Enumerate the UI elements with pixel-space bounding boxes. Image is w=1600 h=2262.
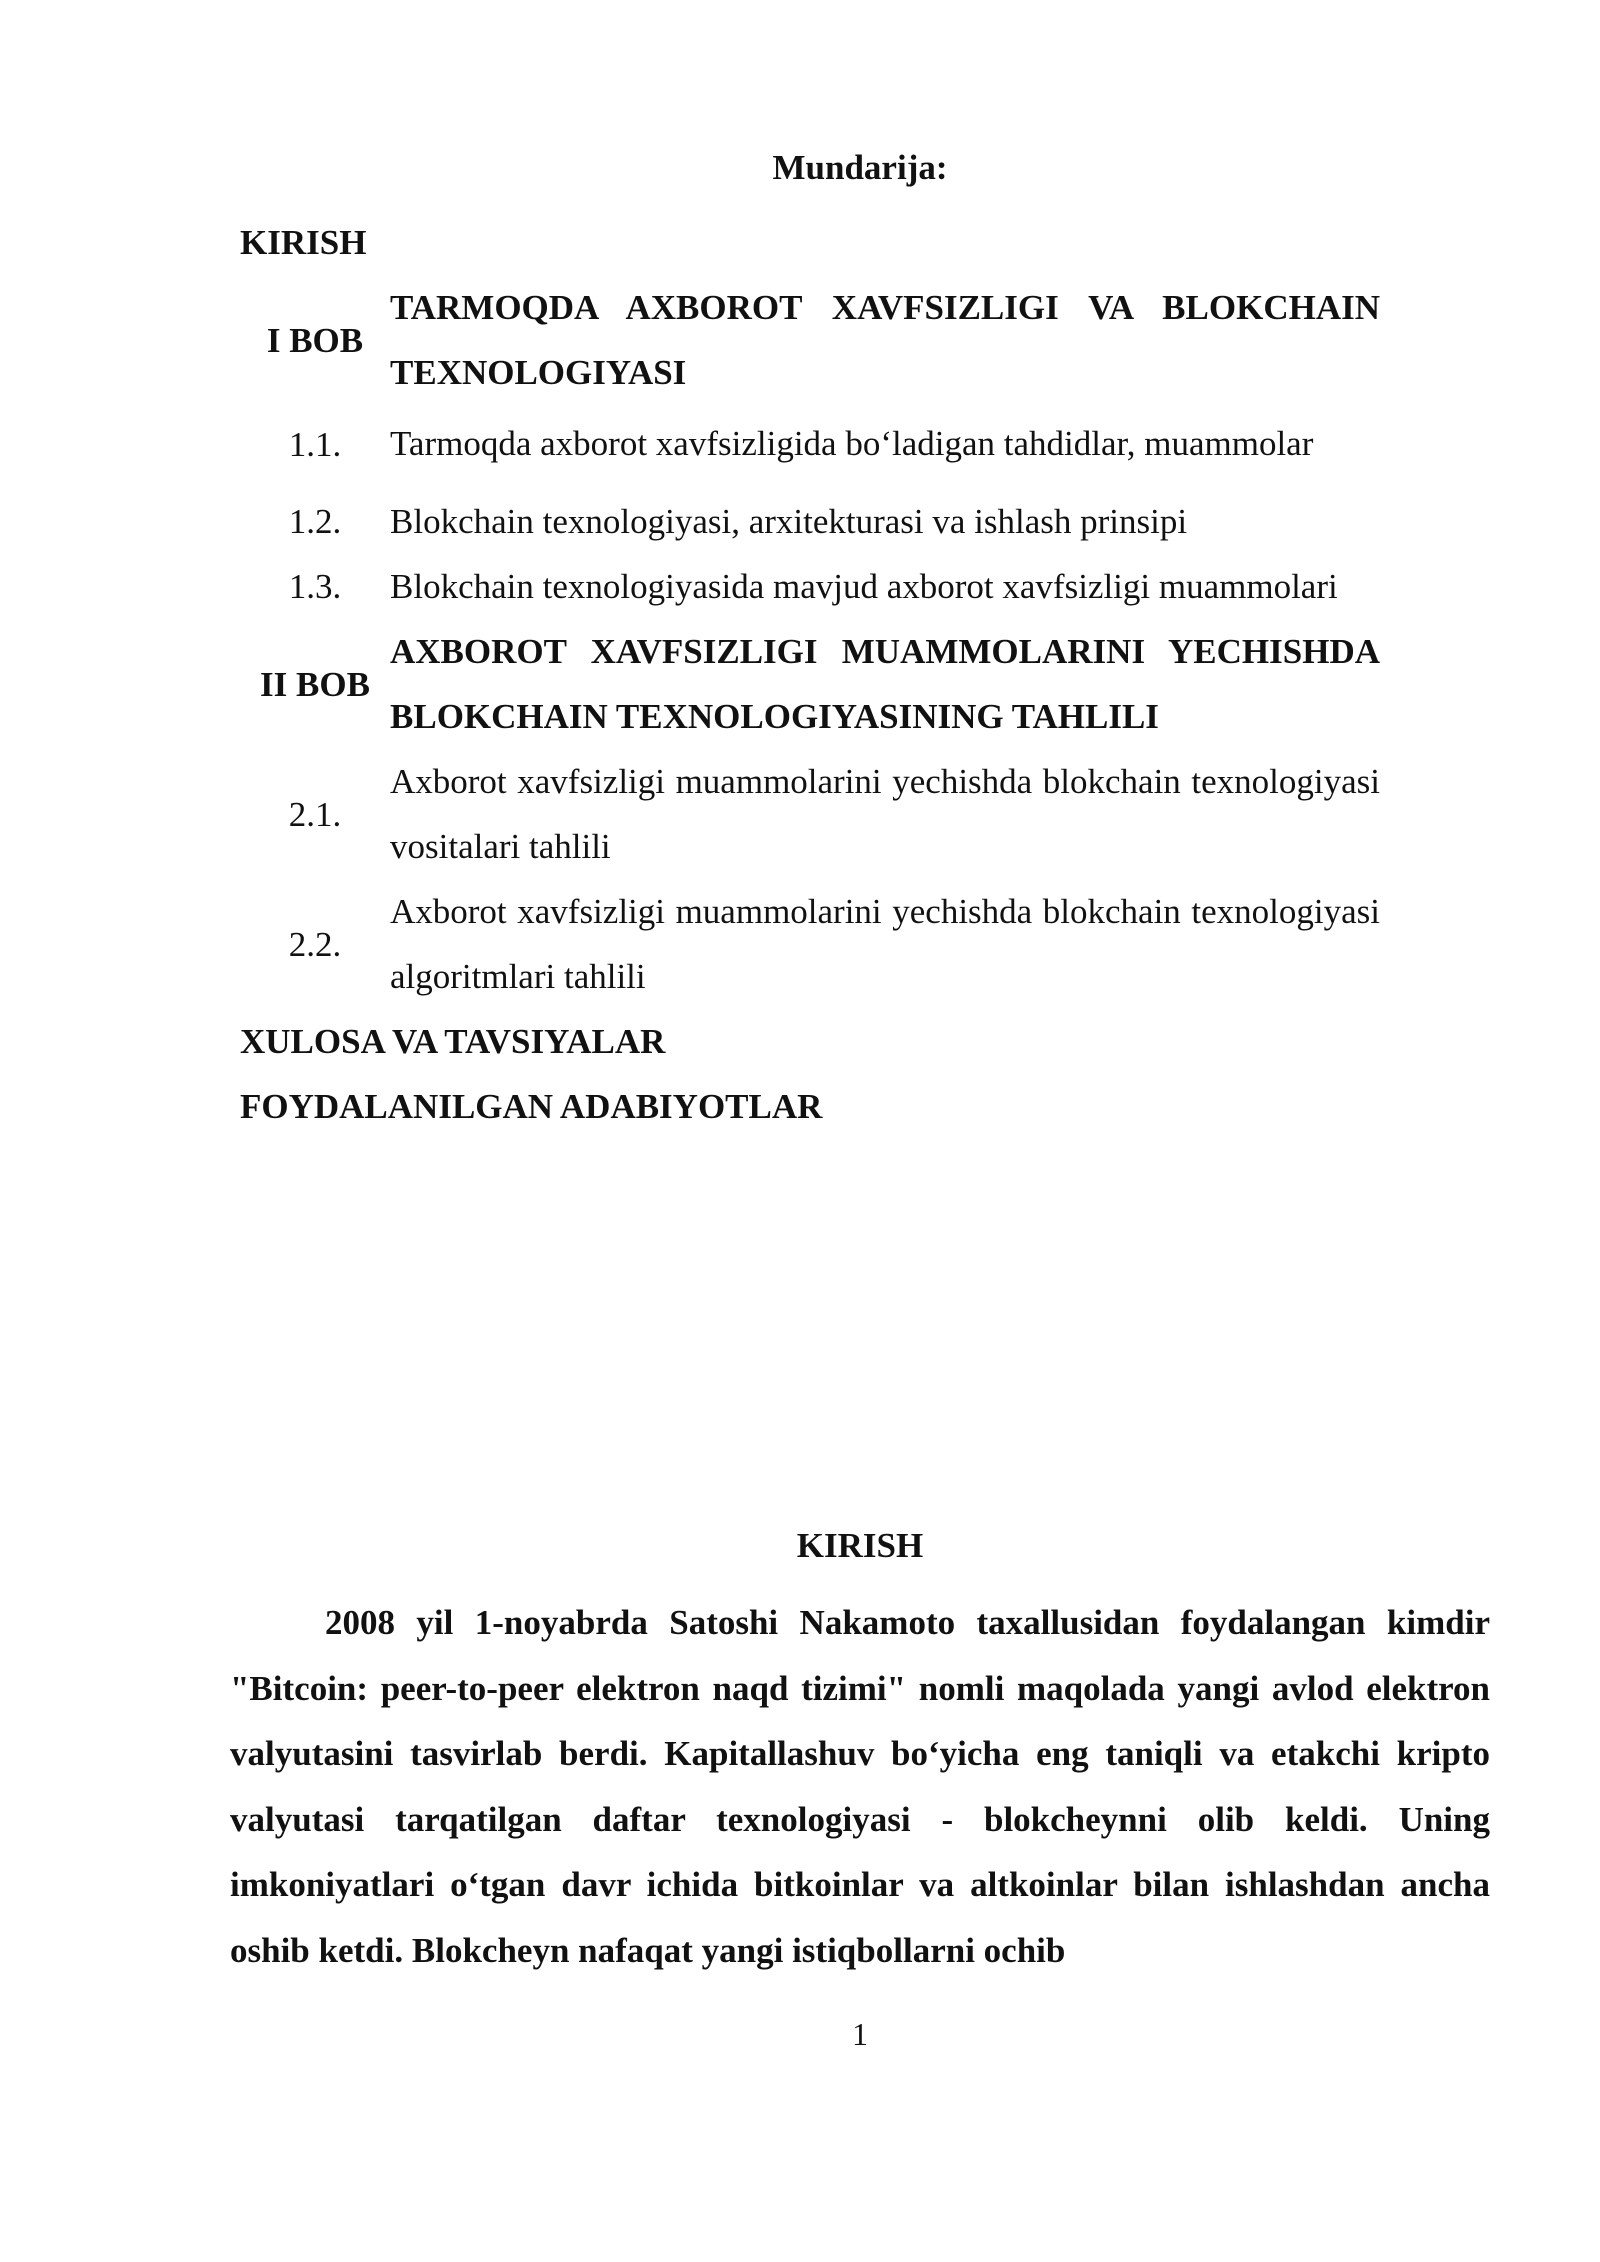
toc-row-section bbox=[240, 879, 1380, 1009]
toc-row-section bbox=[240, 483, 1380, 554]
intro-paragraph: 2008 yil 1-noyabrda Satoshi Nakamoto taxallusidan foydalangan kimdir "Bitcoin: peer-to-peer elektron naqd tizimi" nomli maqolada yangi avlod elektron valyutasini tasvirlab berdi. Kapitallashuv bo‘yicha eng taniqli va etakchi kripto valyutasi tarqatilgan daftar texnologiyasi - blokcheynni olib keldi. Uning imkoniyatlari o‘tgan davr ichida bitkoinlar va altkoinlar bilan ishlashdan ancha oshib ketdi. Blokcheyn nafaqat yangi istiqbollarni ochib bbox=[230, 1603, 1490, 1970]
toc-conclusion: XULOSA VA TAVSIYALAR bbox=[240, 1022, 666, 1061]
toc-section-title: Blokchain texnologiyasi, arxitekturasi va ishlash prinsipi bbox=[390, 502, 1188, 541]
toc-section-title: Tarmoqda axborot xavfsizligida bo‘ladigan tahdidlar, muammolar bbox=[390, 424, 1314, 463]
toc-kirish: KIRISH bbox=[240, 223, 367, 262]
toc-chapter1-title: TARMOQDA AXBOROT XAVFSIZLIGI VA BLOKCHAIN TEXNOLOGIYASI bbox=[390, 288, 1380, 392]
toc-row-chapter1 bbox=[240, 275, 1380, 405]
toc-row-conclusion bbox=[240, 1009, 1380, 1074]
page-number: 1 bbox=[852, 2016, 868, 2052]
toc-section-title: Blokchain texnologiyasida mavjud axborot xavfsizligi muammolari bbox=[390, 567, 1338, 606]
toc-title: Mundarija: bbox=[772, 148, 948, 187]
toc-row-section bbox=[240, 554, 1380, 619]
toc-section-number: 2.1. bbox=[288, 794, 342, 834]
toc-row-kirish bbox=[240, 210, 1380, 275]
toc-row-references bbox=[240, 1074, 1380, 1139]
toc-section-number: 1.1. bbox=[288, 424, 342, 464]
toc-row-section bbox=[240, 405, 1380, 483]
toc-row-section bbox=[240, 749, 1380, 879]
intro-heading: KIRISH bbox=[796, 1526, 924, 1565]
toc-section-number: 2.2. bbox=[288, 924, 342, 964]
toc-chapter1-label: I BOB bbox=[266, 320, 364, 360]
toc-chapter2-title: AXBOROT XAVFSIZLIGI MUAMMOLARINI YECHISHDA BLOKCHAIN TEXNOLOGIYASINING TAHLILI bbox=[390, 632, 1380, 736]
toc-row-chapter2 bbox=[240, 619, 1380, 749]
toc-references: FOYDALANILGAN ADABIYOTLAR bbox=[240, 1087, 823, 1126]
toc-section-number: 1.3. bbox=[288, 567, 342, 606]
toc-chapter2-label: II BOB bbox=[260, 664, 370, 704]
toc-section-title: Axborot xavfsizligi muammolarini yechishda blokchain texnologiyasi vositalari tahlili bbox=[390, 762, 1380, 866]
toc-section-number: 1.2. bbox=[288, 502, 342, 541]
table-of-contents bbox=[240, 210, 1380, 1139]
toc-section-title: Axborot xavfsizligi muammolarini yechishda blokchain texnologiyasi algoritmlari tahlili bbox=[390, 892, 1380, 996]
